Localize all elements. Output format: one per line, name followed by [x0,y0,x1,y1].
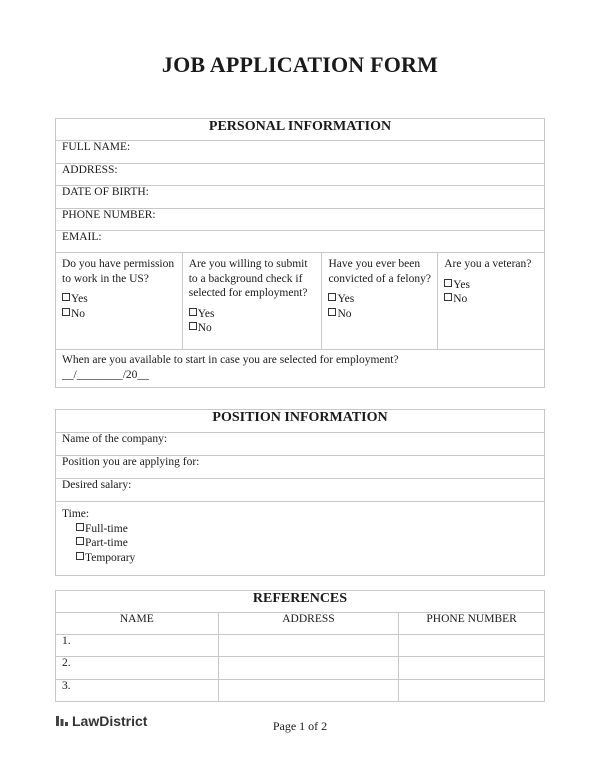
full-name-field[interactable]: FULL NAME: [56,141,545,164]
full-time-option[interactable]: Full-time [76,522,538,537]
position-information-heading: POSITION INFORMATION [56,410,545,433]
checkbox-icon[interactable] [328,293,336,301]
checkbox-icon[interactable] [189,322,197,330]
reference-address-cell[interactable] [218,657,399,680]
address-field[interactable]: ADDRESS: [56,164,545,186]
table-row [56,657,545,680]
felony-yes-option[interactable]: Yes [328,292,431,307]
address-column-header: ADDRESS [218,613,399,635]
part-time-option[interactable]: Part-time [76,536,538,551]
date-of-birth-field[interactable]: DATE OF BIRTH: [56,186,545,209]
reference-address-cell[interactable] [218,680,399,702]
reference-name-cell[interactable]: 3. [56,680,219,702]
checkbox-icon[interactable] [76,523,84,531]
checkbox-icon[interactable] [189,308,197,316]
availability-question: When are you available to start in case you are selected for employment? [62,354,399,366]
veteran-no-option[interactable]: No [444,292,538,307]
checkbox-icon[interactable] [62,293,70,301]
phone-number-column-header: PHONE NUMBER [399,613,545,635]
checkbox-icon[interactable] [76,552,84,560]
background-check-question [182,253,322,350]
position-applied-field[interactable]: Position you are applying for: [56,456,545,479]
temporary-option[interactable]: Temporary [76,551,538,566]
company-name-field[interactable]: Name of the company: [56,433,545,456]
background-check-yes-option[interactable]: Yes [189,307,316,322]
availability-field[interactable] [56,350,545,388]
veteran-yes-option[interactable]: Yes [444,278,538,293]
email-field[interactable]: EMAIL: [56,231,545,253]
checkbox-icon[interactable] [444,293,452,301]
personal-information-section [55,118,545,388]
question-text: Are you a veteran? [444,258,532,270]
desired-salary-field[interactable]: Desired salary: [56,479,545,502]
table-row [56,680,545,702]
position-information-section [55,409,545,576]
reference-address-cell[interactable] [218,635,399,657]
question-text: Do you have permission to work in the US? [62,258,175,285]
name-column-header: NAME [56,613,219,635]
form-title: JOB APPLICATION FORM [161,52,439,77]
reference-phone-cell[interactable] [399,680,545,702]
checkbox-icon[interactable] [444,279,452,287]
work-permission-yes-option[interactable]: Yes [62,292,176,307]
table-row [56,635,545,657]
page-number: Page 1 of 2 [272,719,328,733]
references-heading: REFERENCES [56,591,545,613]
personal-information-heading: PERSONAL INFORMATION [56,119,545,141]
background-check-no-option[interactable]: No [189,321,316,336]
work-permission-question [56,253,183,350]
felony-no-option[interactable]: No [328,307,431,322]
question-text: Are you willing to submit to a background check if selected for employment? [188,258,308,299]
checkbox-icon[interactable] [62,308,70,316]
felony-question [322,253,438,350]
reference-phone-cell[interactable] [399,657,545,680]
checkbox-icon[interactable] [76,537,84,545]
time-label: Time: [62,508,90,520]
veteran-question [438,253,545,350]
reference-name-cell[interactable]: 1. [56,635,219,657]
brand-name: LawDistrict [72,713,148,729]
checkbox-icon[interactable] [328,308,336,316]
references-section [55,590,545,702]
time-field [56,502,545,576]
reference-phone-cell[interactable] [399,635,545,657]
phone-number-field[interactable]: PHONE NUMBER: [56,209,545,231]
availability-date-blank[interactable]: __/________/20__ [62,369,149,381]
reference-name-cell[interactable]: 2. [56,657,219,680]
question-text: Have you ever been convicted of a felony? [328,258,431,285]
work-permission-no-option[interactable]: No [62,307,176,322]
